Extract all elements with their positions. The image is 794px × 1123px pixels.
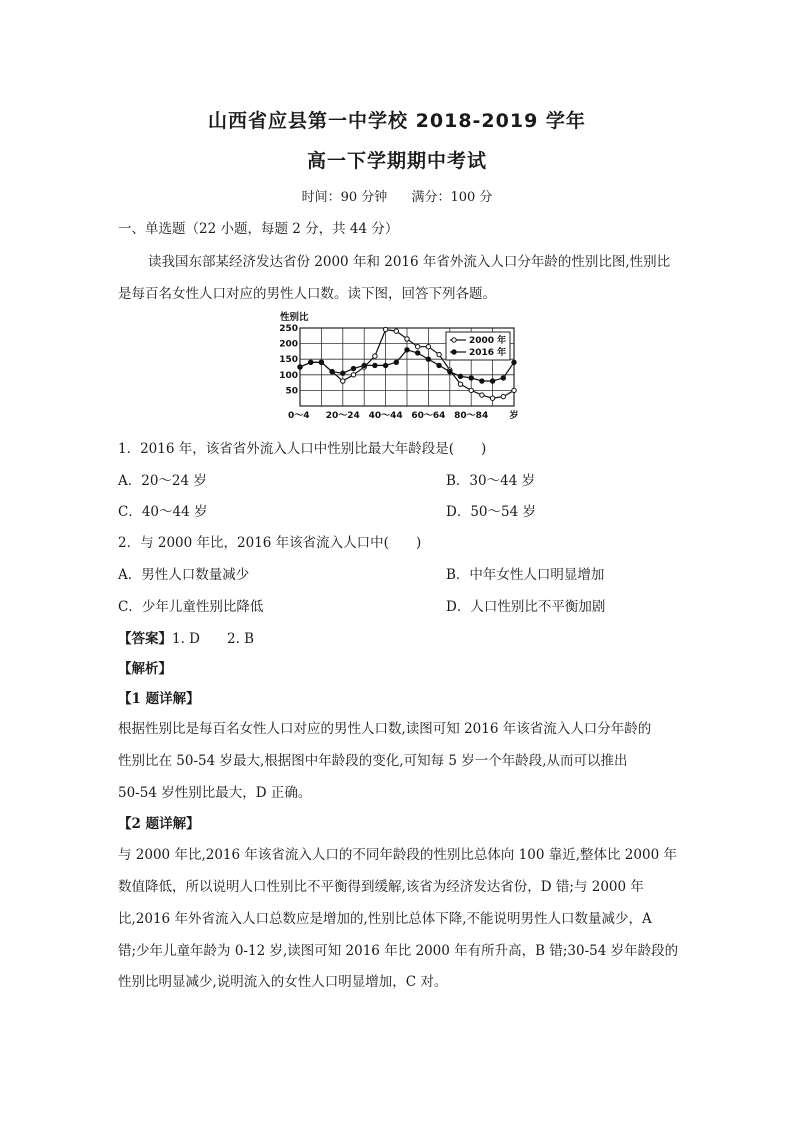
section-heading: 一、单选题（22 小题，每题 2 分，共 44 分） [118, 221, 399, 237]
exam-score: 满分：100 分 [411, 190, 493, 205]
series-2-point [512, 360, 516, 364]
series-2-point [448, 369, 452, 373]
question-1-stem: 1．2016 年，该省省外流入人口中性别比最大年龄段是( ) [118, 441, 487, 457]
q1-option-d: D．50～54 岁 [446, 504, 536, 520]
series-2-point [458, 374, 462, 378]
series-2-point [351, 366, 355, 370]
series-1-point [469, 388, 473, 392]
q1-detail-line-2: 性别比在 50-54 岁最大,根据图中年龄段的变化,可知每 5 岁一个年龄段,从而可以推出 [118, 753, 628, 769]
question-2-stem: 2．与 2000 年比，2016 年该省流入人口中( ) [118, 535, 422, 551]
exam-title-term: 高一下学期期中考试 [306, 150, 487, 172]
y-axis-label: 性别比 [280, 312, 309, 323]
series-1-point [394, 329, 398, 333]
series-1-point [426, 345, 430, 349]
y-tick-label: 250 [279, 324, 298, 334]
series-1-point [501, 394, 505, 398]
exam-time: 时间：90 分钟 [301, 190, 388, 205]
series-2-point [394, 360, 398, 364]
series-1-point [405, 337, 409, 341]
answer-label: 【答案】 [118, 631, 172, 647]
series-2-point [298, 365, 302, 369]
chart-svg [276, 310, 522, 422]
series-1-point [351, 373, 355, 377]
legend-marker [452, 350, 456, 354]
x-tick-label: 岁 [509, 411, 519, 421]
q2-detail-heading: 【2 题详解】 [118, 816, 200, 832]
series-1-point [383, 327, 387, 331]
q1-option-b: B．30～44 岁 [446, 473, 536, 489]
q2-detail-line-3: 比,2016 年外省流入人口总数应是增加的,性别比总体下降,不能说明男性人口数量减少，A [118, 911, 652, 927]
q2-detail-line-2: 数值降低，所以说明人口性别比不平衡得到缓解,该省为经济发达省份，D 错;与 2000 年 [118, 879, 644, 895]
answer-line [118, 627, 254, 647]
series-2-point [362, 363, 366, 367]
legend-marker [452, 338, 456, 342]
y-tick-label: 100 [279, 370, 298, 381]
series-2-point [330, 369, 334, 373]
series-2-point [501, 376, 505, 380]
series-2-point [373, 363, 377, 367]
q1-detail-heading: 【1 题详解】 [118, 691, 200, 707]
series-2-point [383, 363, 387, 367]
series-2-point [437, 363, 441, 367]
series-2-point [469, 376, 473, 380]
x-tick-label: 80～84 [454, 411, 489, 421]
series-2-point [341, 371, 345, 375]
intro-text-line-2: 是每百名女性人口对应的男性人口数。读下图，回答下列各题。 [118, 286, 496, 302]
q1-detail-line-1: 根据性别比是每百名女性人口对应的男性人口数,读图可知 2016 年该省流入人口分年龄的 [118, 721, 652, 737]
legend-label: 2000 年 [469, 336, 507, 346]
q2-option-b: B．中年女性人口明显增加 [446, 567, 605, 583]
q2-detail-line-4: 错;少年儿童年龄为 0-12 岁,读图可知 2016 年比 2000 年有所升高，B 错;30-54 岁年龄段的 [118, 943, 679, 959]
q1-option-c: C．40～44 岁 [118, 504, 208, 520]
series-1-point [341, 379, 345, 383]
exam-title-school: 山西省应县第一中学校 2018-2019 学年 [208, 110, 586, 132]
x-tick-label: 0～4 [288, 411, 310, 421]
q1-option-a: A．20～24 岁 [118, 473, 207, 489]
series-2-point [416, 351, 420, 355]
exam-meta [0, 186, 794, 205]
series-2-point [426, 357, 430, 361]
legend-label: 2016 年 [469, 348, 507, 358]
series-2-point [319, 360, 323, 364]
q2-option-d: D．人口性别比不平衡加剧 [446, 599, 606, 615]
series-1-point [437, 352, 441, 356]
series-2-point [490, 379, 494, 383]
q2-option-c: C．少年儿童性别比降低 [118, 599, 264, 615]
series-1-point [490, 396, 494, 400]
x-tick-label: 20～24 [325, 411, 360, 421]
intro-text-line-1: 读我国东部某经济发达省份 2000 年和 2016 年省外流入人口分年龄的性别比图,性别比 [148, 254, 671, 270]
answer-text: 1. D 2. B [172, 631, 255, 647]
sex-ratio-chart [276, 310, 522, 422]
series-1-point [416, 345, 420, 349]
analysis-heading: 【解析】 [118, 661, 172, 677]
series-1-point [480, 393, 484, 397]
x-tick-label: 60～64 [411, 411, 446, 421]
q1-detail-line-3: 50-54 岁性别比最大，D 正确。 [118, 785, 312, 801]
y-tick-label: 200 [279, 339, 298, 350]
series-2-point [405, 348, 409, 352]
q2-detail-line-1: 与 2000 年比,2016 年该省流入人口的不同年龄段的性别比总体向 100 靠近,整体比 2000 年 [118, 847, 677, 863]
y-tick-label: 150 [279, 355, 298, 366]
series-2-point [480, 379, 484, 383]
series-1-point [458, 382, 462, 386]
series-1-point [512, 388, 516, 392]
x-tick-label: 40～44 [368, 411, 403, 421]
q2-detail-line-5: 性别比明显减少,说明流入的女性人口明显增加，C 对。 [118, 974, 448, 990]
series-2-point [309, 360, 313, 364]
q2-option-a: A．男性人口数量减少 [118, 567, 250, 583]
series-1-point [373, 354, 377, 358]
y-tick-label: 50 [285, 386, 298, 397]
